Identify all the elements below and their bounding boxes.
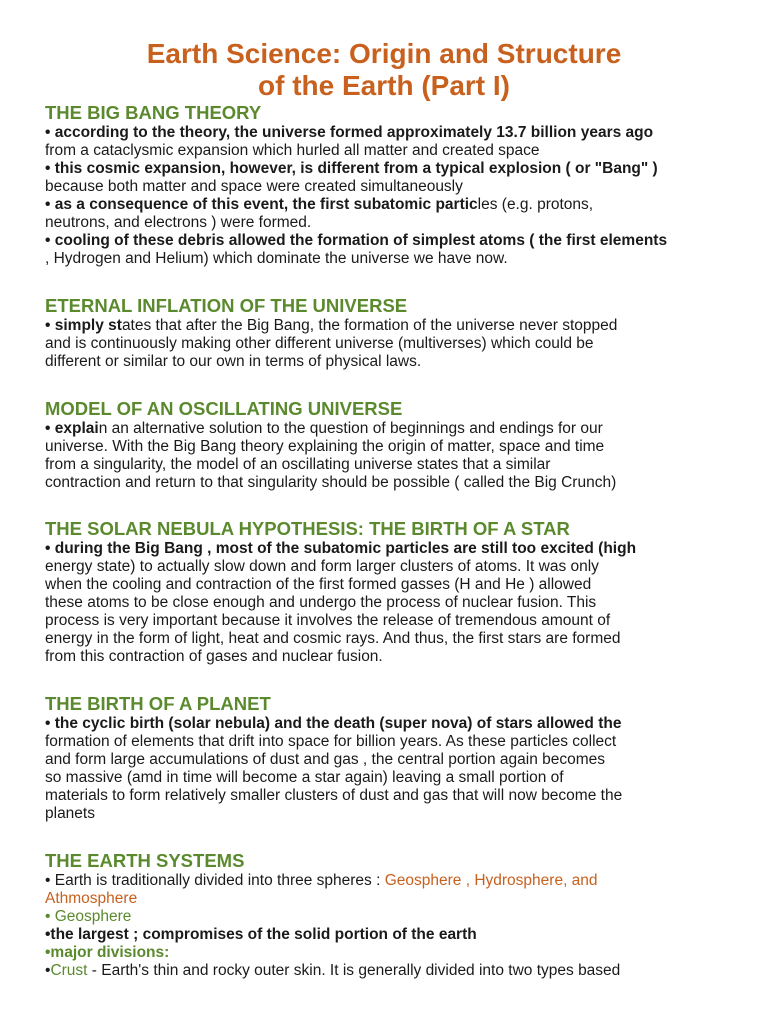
paragraph-line: planets — [45, 805, 95, 822]
spheres-highlight: Geosphere , Hydrosphere, and — [384, 872, 598, 889]
paragraph-line: and is continuously making other different universe (multiverses) which could be — [45, 335, 594, 352]
paragraph-line: energy in the form of light, heat and cosmic rays. And thus, the first stars are formed — [45, 630, 621, 647]
paragraph-line: neutrons, and electrons ) were formed. — [45, 214, 312, 231]
paragraph-line — [45, 420, 735, 438]
section-big-bang — [45, 102, 735, 268]
geosphere-label: • Geosphere — [45, 908, 132, 925]
paragraph-line: formation of elements that drift into space for billion years. As these particles collect — [45, 733, 617, 750]
paragraph-line: from this contraction of gases and nuclear fusion. — [45, 648, 383, 665]
section-solar-nebula — [45, 518, 735, 666]
paragraph-line: materials to form relatively smaller clusters of dust and gas that will now become the — [45, 787, 623, 804]
paragraph-line: • during the Big Bang , most of the subatomic particles are still too excited (high — [45, 540, 637, 557]
paragraph-line: • according to the theory, the universe formed approximately 13.7 billion years ago — [45, 124, 654, 141]
paragraph-line — [45, 962, 735, 980]
paragraph-line: Athmosphere — [45, 890, 138, 907]
paragraph-line: these atoms to be close enough and undergo the process of nuclear fusion. This — [45, 594, 597, 611]
paragraph-line: • the cyclic birth (solar nebula) and the death (super nova) of stars allowed the — [45, 715, 622, 732]
section-heading: THE BIRTH OF A PLANET — [45, 693, 271, 714]
paragraph-line: from a cataclysmic expansion which hurled all matter and created space — [45, 142, 540, 159]
paragraph-line: •the largest ; compromises of the solid portion of the earth — [45, 926, 477, 943]
paragraph-line: and form large accumulations of dust and gas , the central portion again becomes — [45, 751, 606, 768]
section-eternal-inflation — [45, 295, 735, 371]
paragraph-line: different or similar to our own in terms of physical laws. — [45, 353, 422, 370]
section-heading: MODEL OF AN OSCILLATING UNIVERSE — [45, 398, 403, 419]
regular-text: - Earth's thin and rocky outer skin. It is generally divided into two types based — [87, 962, 621, 979]
section-heading: ETERNAL INFLATION OF THE UNIVERSE — [45, 295, 408, 316]
paragraph-line: energy state) to actually slow down and form larger clusters of atoms. It was only — [45, 558, 599, 575]
paragraph-line: • cooling of these debris allowed the formation of simplest atoms ( the first elements — [45, 232, 668, 249]
paragraph-line: , Hydrogen and Helium) which dominate the universe we have now. — [45, 250, 508, 267]
document-title-line-1: Earth Science: Origin and Structure — [146, 38, 622, 69]
paragraph-line: from a singularity, the model of an oscillating universe states that a similar — [45, 456, 551, 473]
section-birth-of-planet — [45, 693, 735, 823]
paragraph-line — [45, 196, 735, 214]
paragraph-line: universe. With the Big Bang theory explaining the origin of matter, space and time — [45, 438, 605, 455]
regular-text: les (e.g. protons, — [477, 196, 594, 213]
bold-text: • simply st — [45, 317, 122, 334]
crust-label: Crust — [50, 962, 88, 979]
section-heading: THE SOLAR NEBULA HYPOTHESIS: THE BIRTH OF A STAR — [45, 518, 570, 539]
bold-text: • explai — [45, 420, 99, 437]
regular-text: ates that after the Big Bang, the formation of the universe never stopped — [121, 317, 618, 334]
major-divisions-label: •major divisions: — [45, 944, 170, 961]
section-earth-systems — [45, 850, 735, 980]
bullet-text: • — [45, 962, 51, 979]
paragraph-line: because both matter and space were created simultaneously — [45, 178, 463, 195]
section-heading: THE EARTH SYSTEMS — [45, 850, 245, 871]
regular-text: n an alternative solution to the question of beginnings and endings for our — [98, 420, 603, 437]
regular-text: • Earth is traditionally divided into three spheres : — [45, 872, 385, 889]
document-title-line-2: of the Earth (Part I) — [257, 70, 510, 101]
paragraph-line: • this cosmic expansion, however, is different from a typical explosion ( or "Bang" ) — [45, 160, 658, 177]
paragraph-line: contraction and return to that singularity should be possible ( called the Big Crunch) — [45, 474, 617, 491]
paragraph-line: so massive (amd in time will become a star again) leaving a small portion of — [45, 769, 564, 786]
bold-text: • as a consequence of this event, the first subatomic partic — [45, 196, 478, 213]
paragraph-line: process is very important because it involves the release of tremendous amount of — [45, 612, 611, 629]
section-oscillating-universe — [45, 398, 735, 492]
paragraph-line: when the cooling and contraction of the first formed gasses (H and He ) allowed — [45, 576, 592, 593]
section-heading: THE BIG BANG THEORY — [45, 102, 262, 123]
paragraph-line — [45, 317, 735, 335]
paragraph-line — [45, 872, 735, 890]
